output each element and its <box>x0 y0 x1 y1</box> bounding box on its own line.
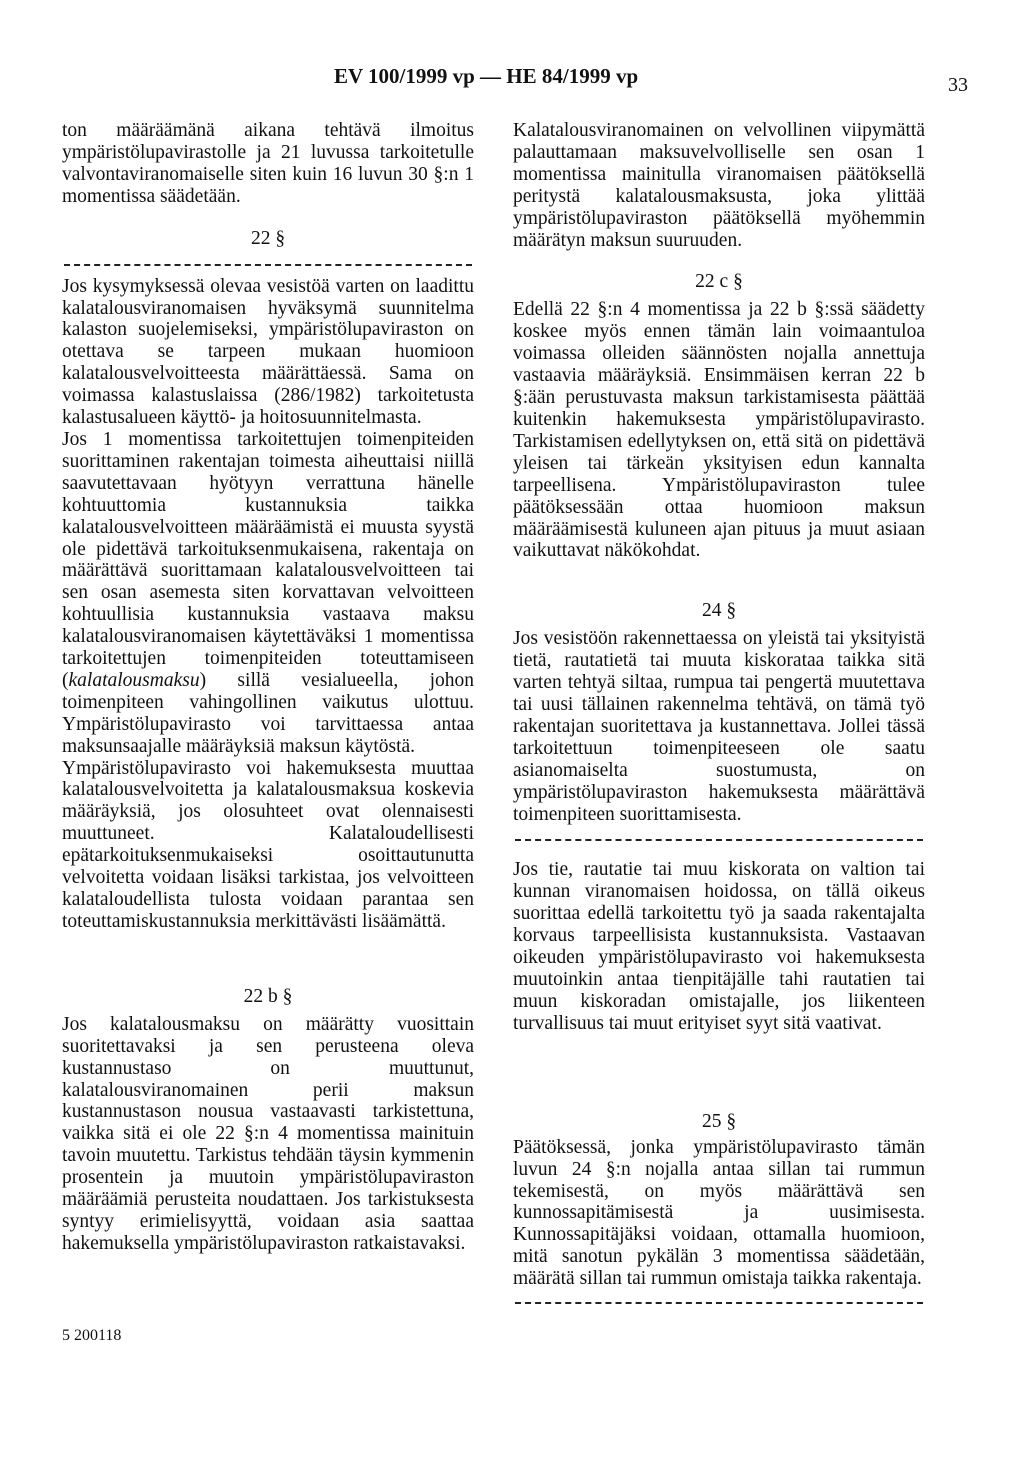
section-heading-24: 24 § <box>701 600 737 622</box>
running-title: EV 100/1999 vp — HE 84/1999 vp <box>334 64 639 88</box>
page-header <box>0 64 1024 104</box>
paragraph: Jos tie, rautatie tai muu kiskorata on valtion tai kunnan viranomaisen hoidossa, on tällä oikeus suorittaa edellä tarkoitettu työ ja saada rakentajalta korvaus tarpeellisista kustannuksista. Vastaavan oikeuden ympäristölupavirasto voi hakemuksesta muutoinkin antaa tienpitäjälle tahi rautatien tai muun kiskoradan omistajalle, jos liikenteen turvallisuus tai muut erityiset syyt sitä vaativat. <box>513 859 925 1034</box>
section-heading-25: 25 § <box>701 1110 737 1132</box>
section-heading-22: 22 § <box>250 227 286 249</box>
paragraph: Edellä 22 §:n 4 momentissa ja 22 b §:ssä säädetty koskee myös ennen tämän lain voimaantuloa voimassa olleiden säännösten nojalla annettuja vastaavia määräyksiä. Ensimmäisen kerran 22 b §:ään perustuvasta maksun tarkistamisesta päättää kuitenkin hakemuksesta ympäristölupavirasto. Tarkistamisen edellytyksen on, että sitä on pidettävä yleisen tai tärkeän yksityisen edun kannalta tarpeellisena. Ympäristölupaviraston tulee päätöksessään ottaa huomioon maksun määräämisestä kuluneen ajan pituus ja muut asiaan vaikuttavat näkökohdat. <box>513 299 925 562</box>
section-heading-22c: 22 c § <box>695 271 743 293</box>
paragraph: Kalatalousviranomainen on velvollinen viipymättä palauttamaan maksuvelvolliselle sen osan 1 momentissa mainitulla viranomaisen päätöksellä peritystä kalatalousmaksusta, joka ylittää ympäristölupaviraston päätöksellä myöhemmin määrätyn maksun suuruuden. <box>513 120 925 251</box>
omission-dash-separator <box>515 1302 923 1304</box>
paragraph: Jos kysymyksessä olevaa vesistöä varten on laadittu kalatalousviranomaisen hyväksymä suunnitelma kalaston suojelemiseksi, ympäristölupaviraston on otettava se tarpeen mukaan huomioon kalatalousvelvoitteesta määrättäessä. Sama on voimassa kalastuslaissa (286/1982) tarkoitetusta kalastusalueen käyttö- ja hoitosuunnitelmasta. <box>62 275 474 429</box>
print-code: 5 200118 <box>62 1327 122 1344</box>
paragraph: Jos 1 momentissa tarkoitettujen toimenpiteiden suorittaminen rakentajan toimesta aiheuttaisi niillä saavutettavaan hyötyyn verrattuna hänelle kohtuuttomia kustannuksia taikka kalatalousvelvoitteen määräämistä ei muusta syystä ole pidettävä tarkoituksenmukaisena, rakentaja on määrättävä suorittamaan kalatalousvelvoitteen tai sen osan asemesta siten korvattavan velvoitteen kohtuullisia kustannuksia vastaava maksu kalatalousviranomaisen käytettäväksi 1 momentissa tarkoitettujen toimenpiteiden toteuttamiseen (kalatalousmaksu) sillä vesialueella, johon toimenpiteen vahingollinen vaikutus ulottuu. Ympäristölupavirasto voi tarvittaessa antaa maksunsaajalle määräyksiä maksun käytöstä. <box>62 428 474 757</box>
right-column <box>513 120 925 1304</box>
paragraph: ton määräämänä aikana tehtävä ilmoitus ympäristölupavirastolle ja 21 luvussa tarkoitetulle valvontaviranomaiselle siten kuin 16 luvun 30 §:n 1 momentissa säädetään. <box>62 120 474 207</box>
section-heading-22b: 22 b § <box>243 985 293 1007</box>
paragraph: Jos vesistöön rakennettaessa on yleistä tai yksityistä tietä, rautatietä tai muuta kiskorataa taikka sitä varten tehtyä siltaa, rumpua tai pengertä muutettava tai uusi tällainen rakennelma tehtävä, on tämä työ rakentajan suoritettava ja kustannettava. Jollei tässä tarkoitettuun toimenpiteeseen ole saatu asianomaiselta suostumusta, on ympäristölupaviraston hakemuksesta määrättävä toimenpiteen suorittamisesta. <box>513 628 925 825</box>
page-number: 33 <box>948 74 968 96</box>
left-column <box>62 120 474 1255</box>
defined-term: kalatalousmaksu <box>68 669 200 691</box>
paragraph: Päätöksessä, jonka ympäristölupavirasto tämän luvun 24 §:n nojalla antaa sillan tai rummun tekemisestä, on myös määrättävä sen kunnossapitämisestä ja uusimisesta. Kunnossapitäjäksi voidaan, ottamalla huomioon, mitä sanotun pykälän 3 momentissa säädetään, määrätä sillan tai rummun omistaja taikka rakentaja. <box>513 1136 925 1290</box>
paragraph: Jos kalatalousmaksu on määrätty vuosittain suoritettavaksi ja sen perusteena oleva kustannustaso on muuttunut, kalatalousviranomainen perii maksun kustannustason nousua vastaavasti tarkistettuna, vaikka sitä ei ole 22 §:n 4 momentissa mainituin tavoin muutettu. Tarkistus tehdään täysin kymmenin prosentein ja muutoin ympäristölupaviraston määräämiä perusteita noudattaen. Jos tarkistuksesta syntyy erimielisyyttä, voidaan asia saattaa hakemuksella ympäristölupaviraston ratkaistavaksi. <box>62 1013 474 1254</box>
paragraph: Ympäristölupavirasto voi hakemuksesta muuttaa kalatalousvelvoitetta ja kalatalousmaksua koskevia määräyksiä, jos olosuhteet ovat olennaisesti muuttuneet. Kalataloudellisesti epätarkoituksenmukaiseksi osoittautunutta velvoitetta voidaan lisäksi tarkistaa, jos velvoitteen kalataloudellista tulosta voidaan parantaa sen toteuttamiskustannuksia merkittävästi lisäämättä. <box>62 757 474 932</box>
